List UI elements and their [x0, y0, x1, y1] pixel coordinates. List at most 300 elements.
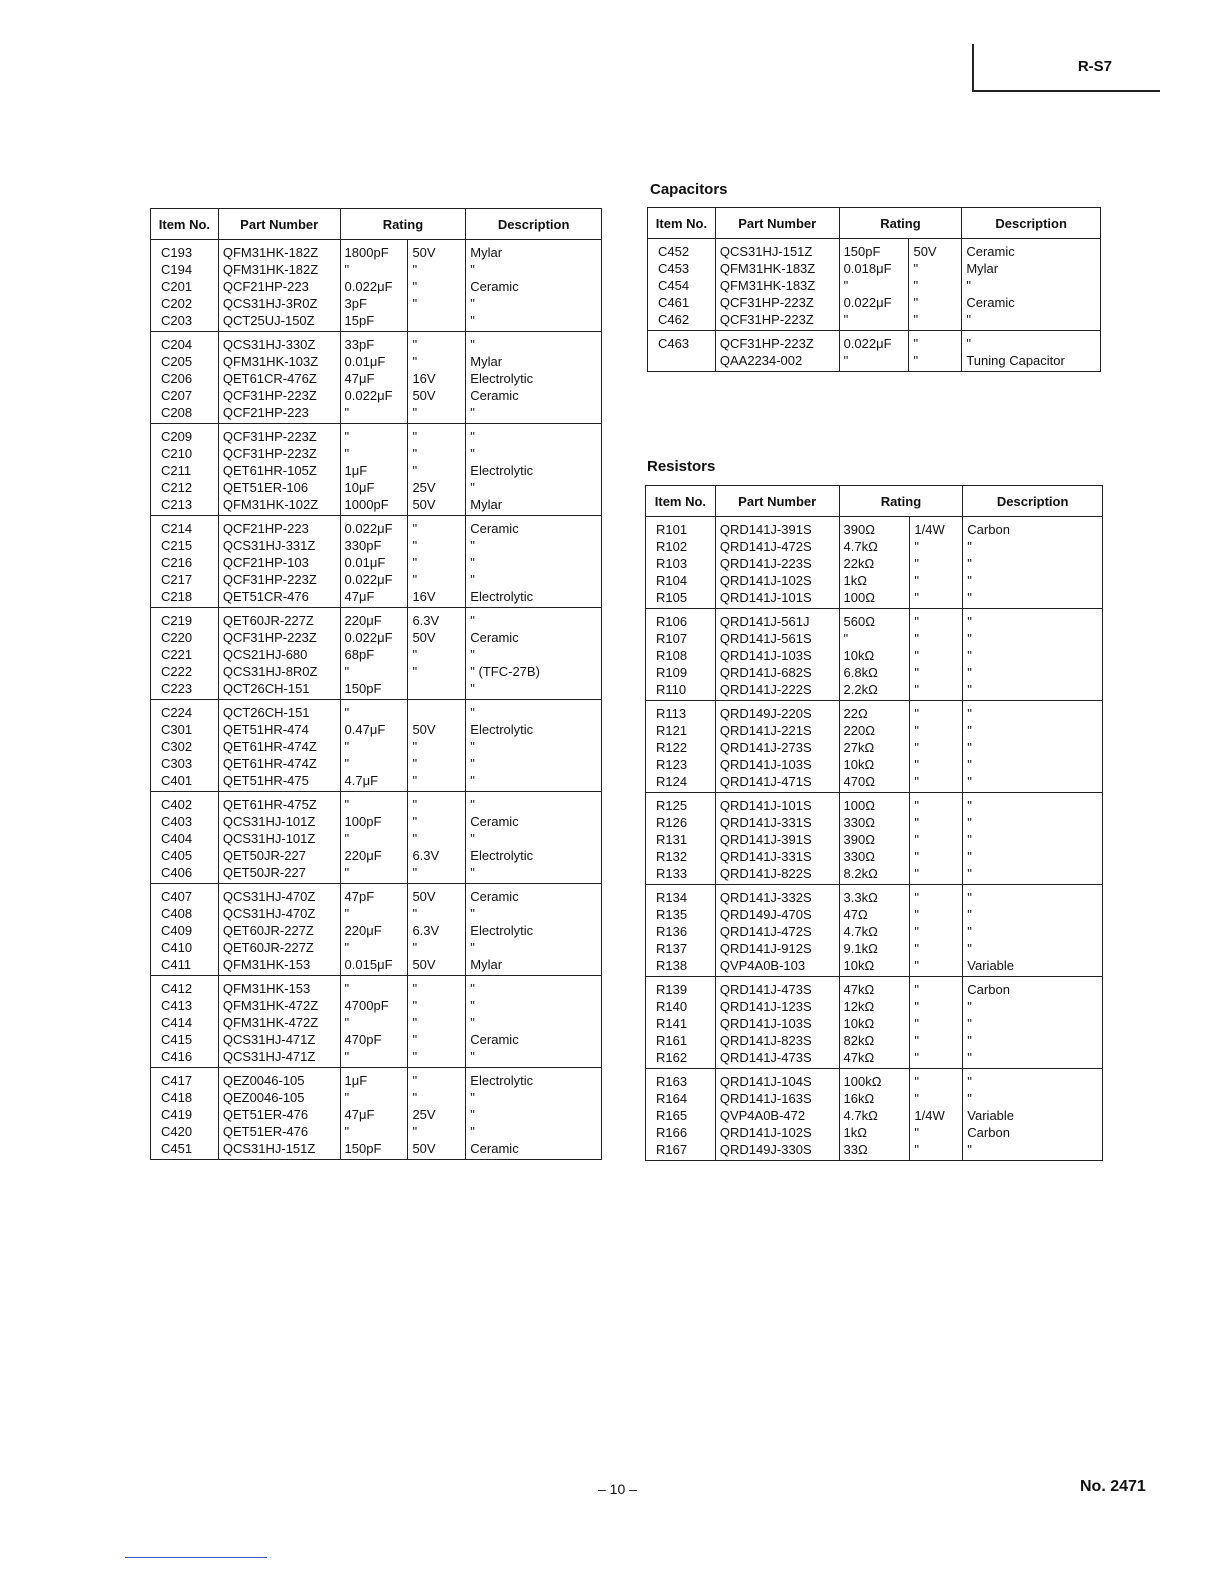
- table-row: [151, 295, 602, 312]
- part-number: QRD141J-473S: [715, 977, 839, 999]
- rating-value: 0.022μF: [340, 387, 408, 404]
- part-number: QCS31HJ-151Z: [218, 1140, 340, 1160]
- rating-value: ": [340, 445, 408, 462]
- part-number: QET61HR-474Z: [218, 738, 340, 755]
- table-row: [151, 332, 602, 354]
- item-no: C416: [151, 1048, 219, 1068]
- rating-value: 1kΩ: [839, 572, 910, 589]
- table-row: [151, 537, 602, 554]
- rating-voltage: ": [408, 864, 466, 884]
- column-header-part: Part Number: [715, 208, 839, 239]
- row-group: [151, 240, 602, 332]
- item-no: R133: [646, 865, 716, 885]
- row-group: [646, 885, 1103, 977]
- rating-value: 10kΩ: [839, 957, 910, 977]
- description: ": [963, 739, 1103, 756]
- part-number: QRD149J-330S: [715, 1141, 839, 1161]
- item-no: C411: [151, 956, 219, 976]
- table-row: [151, 663, 602, 680]
- item-no: [648, 352, 716, 372]
- part-number: QRD149J-220S: [715, 701, 839, 723]
- part-number: QFM31HK-183Z: [715, 260, 839, 277]
- rating-voltage: ": [910, 923, 963, 940]
- item-no: C205: [151, 353, 219, 370]
- item-no: R131: [646, 831, 716, 848]
- item-no: R121: [646, 722, 716, 739]
- rating-voltage: 16V: [408, 370, 466, 387]
- table-row: [151, 830, 602, 847]
- row-group: [151, 700, 602, 792]
- rating-voltage: ": [910, 664, 963, 681]
- description: Variable: [963, 1107, 1103, 1124]
- table-row: [151, 1123, 602, 1140]
- description: ": [963, 589, 1103, 609]
- description: ": [962, 311, 1101, 331]
- part-number: QCS31HJ-330Z: [218, 332, 340, 354]
- rating-voltage: ": [408, 939, 466, 956]
- item-no: R140: [646, 998, 716, 1015]
- rating-value: 220μF: [340, 608, 408, 630]
- part-number: QRD141J-103S: [715, 756, 839, 773]
- rating-voltage: 6.3V: [408, 922, 466, 939]
- part-number: QRD141J-473S: [715, 1049, 839, 1069]
- description: ": [963, 701, 1103, 723]
- rating-value: 390Ω: [839, 517, 910, 539]
- table-row: [646, 664, 1103, 681]
- rating-value: 150pF: [839, 239, 909, 261]
- item-no: R141: [646, 1015, 716, 1032]
- description: ": [963, 555, 1103, 572]
- item-no: R108: [646, 647, 716, 664]
- table-row: [646, 739, 1103, 756]
- rating-voltage: ": [909, 277, 962, 294]
- table-row: [646, 517, 1103, 539]
- table-row: [646, 647, 1103, 664]
- item-no: C419: [151, 1106, 219, 1123]
- rating-value: 4.7μF: [340, 772, 408, 792]
- description: ": [963, 538, 1103, 555]
- item-no: R138: [646, 957, 716, 977]
- table-row: [646, 814, 1103, 831]
- description: ": [963, 848, 1103, 865]
- part-number: QVP4A0B-103: [715, 957, 839, 977]
- item-no: C222: [151, 663, 219, 680]
- table-row: [151, 700, 602, 722]
- table-row: [648, 294, 1101, 311]
- table-row: [151, 956, 602, 976]
- row-group: [151, 1068, 602, 1160]
- column-header-rating: Rating: [340, 209, 466, 240]
- part-number: QRD141J-823S: [715, 1032, 839, 1049]
- part-number: QET60JR-227Z: [218, 922, 340, 939]
- description: Ceramic: [466, 813, 602, 830]
- row-group: [648, 239, 1101, 331]
- item-no: R110: [646, 681, 716, 701]
- table-row: [646, 1015, 1103, 1032]
- table-row: [646, 1107, 1103, 1124]
- rating-value: 0.47μF: [340, 721, 408, 738]
- rating-value: 15pF: [340, 312, 408, 332]
- item-no: C208: [151, 404, 219, 424]
- part-number: QCS31HJ-3R0Z: [218, 295, 340, 312]
- description: ": [466, 997, 602, 1014]
- rating-value: 22kΩ: [839, 555, 910, 572]
- description: ": [466, 976, 602, 998]
- rating-value: 4.7kΩ: [839, 923, 910, 940]
- table-row: [646, 589, 1103, 609]
- description: ": [963, 681, 1103, 701]
- rating-value: 3pF: [340, 295, 408, 312]
- rating-voltage: ": [408, 571, 466, 588]
- rating-voltage: 16V: [408, 588, 466, 608]
- description: ": [963, 998, 1103, 1015]
- column-header-part: Part Number: [218, 209, 340, 240]
- description: ": [466, 755, 602, 772]
- table-row: [646, 630, 1103, 647]
- table-row: [151, 387, 602, 404]
- description: ": [466, 738, 602, 755]
- column-header-item: Item No.: [648, 208, 716, 239]
- table-row: [151, 588, 602, 608]
- description: Ceramic: [466, 884, 602, 906]
- row-group: [151, 976, 602, 1068]
- item-no: C224: [151, 700, 219, 722]
- part-number: QET51CR-476: [218, 588, 340, 608]
- rating-value: 6.8kΩ: [839, 664, 910, 681]
- item-no: R136: [646, 923, 716, 940]
- item-no: C401: [151, 772, 219, 792]
- item-no: R126: [646, 814, 716, 831]
- rating-voltage: ": [408, 516, 466, 538]
- table-row: [151, 554, 602, 571]
- rating-voltage: ": [909, 260, 962, 277]
- description: ": [466, 864, 602, 884]
- rating-voltage: ": [408, 1123, 466, 1140]
- rating-voltage: ": [910, 681, 963, 701]
- item-no: R132: [646, 848, 716, 865]
- table-row: [151, 792, 602, 814]
- description: ": [963, 1090, 1103, 1107]
- description: Electrolytic: [466, 1068, 602, 1090]
- item-no: C301: [151, 721, 219, 738]
- description: ": [466, 1106, 602, 1123]
- rating-voltage: ": [910, 1141, 963, 1161]
- rating-voltage: 50V: [408, 1140, 466, 1160]
- rating-value: ": [340, 864, 408, 884]
- part-number: QFM31HK-103Z: [218, 353, 340, 370]
- table-row: [646, 885, 1103, 907]
- description: ": [466, 700, 602, 722]
- header-row: [646, 486, 1103, 517]
- rating-voltage: ": [910, 865, 963, 885]
- rating-voltage: 50V: [408, 387, 466, 404]
- part-number: QET61HR-474Z: [218, 755, 340, 772]
- part-number: QET60JR-227Z: [218, 608, 340, 630]
- rating-voltage: [408, 312, 466, 332]
- part-number: QET61HR-105Z: [218, 462, 340, 479]
- item-no: R102: [646, 538, 716, 555]
- description: ": [963, 773, 1103, 793]
- part-number: QRD141J-273S: [715, 739, 839, 756]
- item-no: C210: [151, 445, 219, 462]
- description: Carbon: [963, 977, 1103, 999]
- description: ": [466, 1048, 602, 1068]
- rating-value: 150pF: [340, 680, 408, 700]
- rating-value: 330Ω: [839, 814, 910, 831]
- description: ": [963, 664, 1103, 681]
- rating-value: ": [340, 1014, 408, 1031]
- rating-value: ": [340, 663, 408, 680]
- rating-voltage: ": [910, 722, 963, 739]
- rating-voltage: ": [909, 331, 962, 353]
- column-header-rating: Rating: [839, 208, 962, 239]
- rating-voltage: ": [910, 1090, 963, 1107]
- item-no: C417: [151, 1068, 219, 1090]
- description: ": [466, 939, 602, 956]
- rating-voltage: ": [910, 977, 963, 999]
- rating-voltage: ": [910, 1015, 963, 1032]
- description: ": [466, 332, 602, 354]
- part-number: QCS31HJ-101Z: [218, 813, 340, 830]
- table-row: [646, 538, 1103, 555]
- description: ": [963, 1049, 1103, 1069]
- part-number: QCF31HP-223Z: [715, 294, 839, 311]
- rating-voltage: ": [910, 647, 963, 664]
- capacitors-table: [647, 207, 1101, 372]
- item-no: R125: [646, 793, 716, 815]
- table-row: [648, 352, 1101, 372]
- table-row: [648, 277, 1101, 294]
- item-no: C414: [151, 1014, 219, 1031]
- rating-voltage: ": [910, 555, 963, 572]
- description: ": [963, 1141, 1103, 1161]
- rating-value: ": [340, 939, 408, 956]
- item-no: C223: [151, 680, 219, 700]
- rating-voltage: ": [408, 792, 466, 814]
- table-row: [646, 1124, 1103, 1141]
- table-row: [646, 1049, 1103, 1069]
- rating-value: ": [340, 261, 408, 278]
- capacitors-title: Capacitors: [650, 181, 728, 198]
- part-number: QRD141J-101S: [715, 793, 839, 815]
- item-no: C403: [151, 813, 219, 830]
- part-number: QET51ER-476: [218, 1123, 340, 1140]
- table-row: [151, 496, 602, 516]
- left-capacitor-table: [150, 208, 602, 1160]
- rating-voltage: ": [910, 906, 963, 923]
- description: ": [466, 905, 602, 922]
- rating-value: 33pF: [340, 332, 408, 354]
- rating-voltage: ": [910, 609, 963, 631]
- table-row: [151, 278, 602, 295]
- item-no: C463: [648, 331, 716, 353]
- rating-value: 0.022μF: [340, 629, 408, 646]
- rating-voltage: ": [910, 831, 963, 848]
- item-no: R107: [646, 630, 716, 647]
- part-number: QCT26CH-151: [218, 700, 340, 722]
- table-row: [151, 445, 602, 462]
- description: Ceramic: [466, 1031, 602, 1048]
- rating-value: ": [340, 404, 408, 424]
- model-box: [972, 44, 1160, 92]
- description: ": [466, 554, 602, 571]
- table-row: [646, 555, 1103, 572]
- rating-value: ": [340, 792, 408, 814]
- description: ": [466, 646, 602, 663]
- row-group: [151, 332, 602, 424]
- description: Ceramic: [962, 294, 1101, 311]
- table-row: [646, 923, 1103, 940]
- description: Mylar: [466, 240, 602, 262]
- description: ": [466, 1089, 602, 1106]
- column-header-description: Description: [963, 486, 1103, 517]
- rating-value: ": [839, 352, 909, 372]
- description: Mylar: [466, 496, 602, 516]
- table-row: [648, 260, 1101, 277]
- rating-voltage: ": [910, 1049, 963, 1069]
- table-row: [648, 311, 1101, 331]
- description: Ceramic: [466, 278, 602, 295]
- item-no: C404: [151, 830, 219, 847]
- part-number: QRD141J-123S: [715, 998, 839, 1015]
- table-row: [648, 331, 1101, 353]
- item-no: C194: [151, 261, 219, 278]
- rating-value: 47μF: [340, 588, 408, 608]
- item-no: C402: [151, 792, 219, 814]
- rating-value: 0.015μF: [340, 956, 408, 976]
- description: Ceramic: [466, 387, 602, 404]
- scan-artifact-line: [125, 1557, 267, 1558]
- rating-voltage: 25V: [408, 1106, 466, 1123]
- description: Mylar: [466, 353, 602, 370]
- description: Mylar: [466, 956, 602, 976]
- part-number: QCS31HJ-101Z: [218, 830, 340, 847]
- rating-voltage: ": [910, 957, 963, 977]
- rating-voltage: ": [910, 773, 963, 793]
- item-no: C215: [151, 537, 219, 554]
- rating-value: ": [340, 1048, 408, 1068]
- part-number: QFM31HK-153: [218, 956, 340, 976]
- row-group: [646, 609, 1103, 701]
- table-row: [646, 865, 1103, 885]
- rating-value: 0.022μF: [340, 278, 408, 295]
- row-group: [646, 793, 1103, 885]
- description: ": [466, 312, 602, 332]
- item-no: R161: [646, 1032, 716, 1049]
- part-number: QRD141J-104S: [715, 1069, 839, 1091]
- description: ": [963, 906, 1103, 923]
- part-number: QCF21HP-223: [218, 516, 340, 538]
- rating-voltage: ": [408, 554, 466, 571]
- item-no: C206: [151, 370, 219, 387]
- rating-voltage: ": [408, 295, 466, 312]
- description: Electrolytic: [466, 721, 602, 738]
- rating-voltage: ": [408, 278, 466, 295]
- rating-voltage: ": [910, 885, 963, 907]
- column-header-rating: Rating: [839, 486, 963, 517]
- item-no: C405: [151, 847, 219, 864]
- rating-voltage: ": [408, 353, 466, 370]
- item-no: R135: [646, 906, 716, 923]
- row-group: [646, 701, 1103, 793]
- table-row: [646, 906, 1103, 923]
- rating-voltage: ": [910, 940, 963, 957]
- item-no: R163: [646, 1069, 716, 1091]
- part-number: QFM31HK-153: [218, 976, 340, 998]
- row-group: [151, 792, 602, 884]
- rating-voltage: 6.3V: [408, 608, 466, 630]
- description: ": [466, 445, 602, 462]
- part-number: QET50JR-227: [218, 864, 340, 884]
- rating-voltage: ": [909, 311, 962, 331]
- rating-value: 0.01μF: [340, 554, 408, 571]
- part-number: QFM31HK-182Z: [218, 261, 340, 278]
- table-row: [151, 1140, 602, 1160]
- description: " (TFC-27B): [466, 663, 602, 680]
- item-no: C207: [151, 387, 219, 404]
- part-number: QCS31HJ-470Z: [218, 905, 340, 922]
- part-number: QRD141J-223S: [715, 555, 839, 572]
- table-row: [151, 905, 602, 922]
- rating-voltage: ": [408, 445, 466, 462]
- resistors-title: Resistors: [647, 458, 716, 475]
- item-no: C193: [151, 240, 219, 262]
- part-number: QRD141J-472S: [715, 538, 839, 555]
- item-no: R166: [646, 1124, 716, 1141]
- table-row: [646, 701, 1103, 723]
- rating-voltage: 50V: [408, 496, 466, 516]
- rating-value: 47pF: [340, 884, 408, 906]
- rating-voltage: ": [408, 738, 466, 755]
- part-number: QAA2234-002: [715, 352, 839, 372]
- description: Ceramic: [962, 239, 1101, 261]
- table-row: [646, 848, 1103, 865]
- rating-voltage: ": [408, 424, 466, 446]
- rating-value: 10kΩ: [839, 756, 910, 773]
- rating-value: 82kΩ: [839, 1032, 910, 1049]
- description: ": [963, 831, 1103, 848]
- rating-voltage: ": [910, 1032, 963, 1049]
- description: ": [466, 295, 602, 312]
- item-no: C461: [648, 294, 716, 311]
- table-row: [151, 404, 602, 424]
- item-no: R164: [646, 1090, 716, 1107]
- rating-value: 220μF: [340, 922, 408, 939]
- rating-voltage: ": [408, 404, 466, 424]
- description: ": [963, 1069, 1103, 1091]
- rating-value: ": [340, 830, 408, 847]
- rating-value: 470pF: [340, 1031, 408, 1048]
- item-no: C413: [151, 997, 219, 1014]
- table-row: [646, 1032, 1103, 1049]
- rating-voltage: 25V: [408, 479, 466, 496]
- description: Electrolytic: [466, 922, 602, 939]
- rating-voltage: ": [910, 630, 963, 647]
- rating-value: ": [340, 700, 408, 722]
- rating-voltage: ": [910, 538, 963, 555]
- rating-value: 27kΩ: [839, 739, 910, 756]
- rating-value: 1μF: [340, 462, 408, 479]
- part-number: QVP4A0B-472: [715, 1107, 839, 1124]
- table-row: [646, 722, 1103, 739]
- row-group: [646, 977, 1103, 1069]
- rating-voltage: ": [408, 905, 466, 922]
- table-row: [646, 793, 1103, 815]
- item-no: C451: [151, 1140, 219, 1160]
- description: ": [963, 923, 1103, 940]
- model-label: R-S7: [1077, 58, 1112, 75]
- rating-voltage: ": [408, 261, 466, 278]
